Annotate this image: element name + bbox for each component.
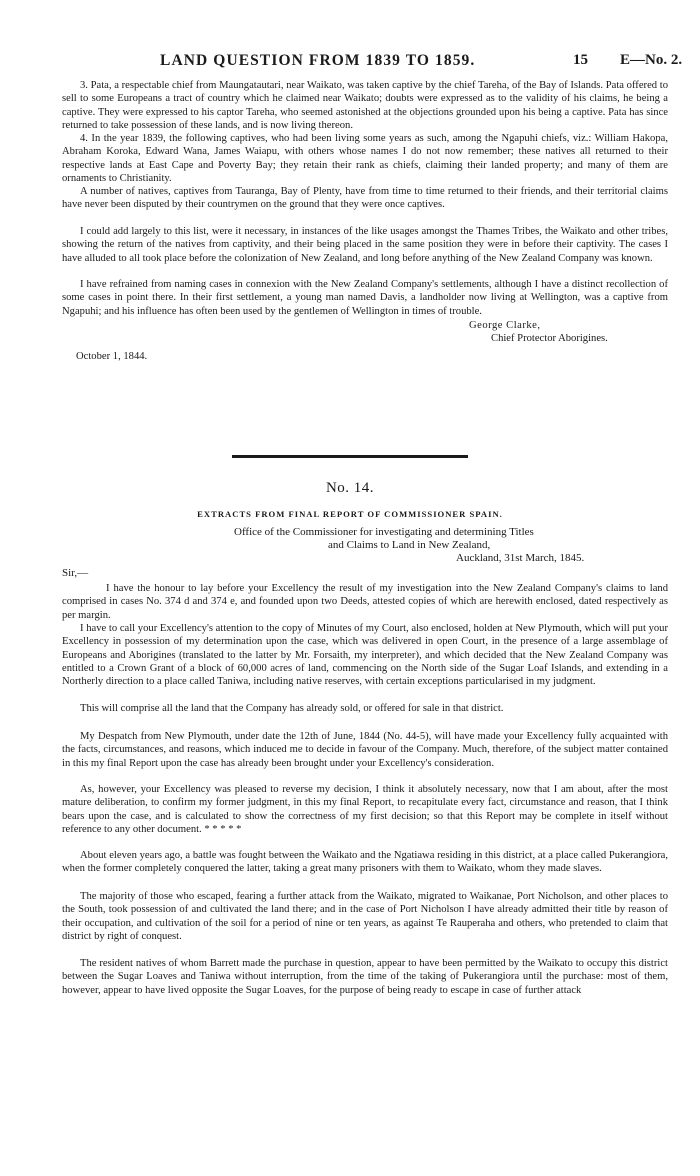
signature-name: George Clarke, <box>469 320 541 331</box>
paragraph: As, however, your Excellency was pleased to reverse my decision, I think it absolutely necessary, now that I am about, after the most mature deliberation, to confirm my former judgment, in this my final Report, to recapitulate every fact, circumstance and reason, that I think bears upon the case, and is calculated to show the correctness of my first decision; so that this Report may be complete in itself without reference to any other document. * * * * * <box>62 784 668 835</box>
running-title: LAND QUESTION FROM 1839 TO 1859. <box>160 52 476 69</box>
paragraph: I could add largely to this list, were it necessary, in instances of the like usages amongst the Thames Tribes, the Waikato and other tribes, showing the return of the natives from captivity, and their being placed in the same position they were in before their captivity. The cases I have alluded to all took place before the colonization of New Zealand, and long before anything of the New Zealand Company was known. <box>62 226 668 264</box>
salutation: Sir,— <box>62 567 89 579</box>
section-heading: EXTRACTS FROM FINAL REPORT OF COMMISSIONER SPAIN. <box>197 509 503 519</box>
paragraph: I have refrained from naming cases in connexion with the New Zealand Company's settlements, although I have a distinct recollection of some cases in point there. In their first settlement, a young man named Davis, a landholder now living at Wellington, was a captive from Ngapuhi; and his influence has often been used by the gentlemen of Wellington in times of trouble. <box>62 279 668 317</box>
paragraph: 4. In the year 1839, the following captives, who had been living some years as such, among the Ngapuhi chiefs, viz.: William Hakopa, Abraham Koroka, Edward Wana, James Waiapu, with others whose names I do not now remember; these natives all returned to their respective lands at East Cape and Poverty Bay; they retain their rank as chiefs, claiming their landed property; and many of them are ornaments to Christianity. <box>62 133 668 184</box>
paragraph: This will comprise all the land that the Company has already sold, or offered for sale in that district. <box>80 703 504 714</box>
series-number: E—No. 2. <box>620 52 683 68</box>
paragraph: I have to call your Excellency's attention to the copy of Minutes of my Court, also enclosed, holden at New Plymouth, which will put your Excellency in possession of my determination upon the case, which was delivered in open Court, in the presence of a large assemblage of Europeans and Aborigines (translated to the latter by Mr. Forsaith, my interpreter), and which decided that the New Zealand Company was entitled to a Crown Grant of a block of 60,000 acres of land, commencing on the North side of the Sugar Loaf Islands, and extending in a Northerly direction to a place called Taniwa, including native reserves, with certain exceptions particularised in my judgment. <box>62 623 668 688</box>
paragraph: 3. Pata, a respectable chief from Maungatautari, near Waikato, was taken captive by the chief Tareha, of the Bay of Islands. Pata offered to sell to some Europeans a tract of country which he claimed near Waikato; doubts were expressed as to the validity of his claims, he being a captive. They were expressed to his captor Tareha, who seemed astonished at the objections grounded upon his being a captive. Pata has since returned to take possession of these lands, and is now living thereon. <box>62 80 668 131</box>
paragraph: My Despatch from New Plymouth, under date the 12th of June, 1844 (No. 44-5), will have made your Excellency fully acquainted with the facts, circumstances, and reasons, which induced me to decide in favour of the Company. Much, therefore, of the subject matter contained in this my final Report upon the case has already been brought under your Excellency's consideration. <box>62 731 668 769</box>
letter-date: October 1, 1844. <box>76 351 148 362</box>
paragraph: About eleven years ago, a battle was fought between the Waikato and the Ngatiawa residing in this district, at a place called Pukerangiora, when the former completely conquered the latter, taking a great many prisoners with them to Waikato, whom they made slaves. <box>62 850 668 875</box>
paragraph: I have the honour to lay before your Excellency the result of my investigation into the New Zealand Company's claims to land comprised in cases No. 374 d and 374 e, and founded upon two Deeds, attested copies of which are herewith enclosed, dated respectively as per margin. <box>62 583 668 621</box>
office-line: Office of the Commissioner for investigating and determining Titles <box>234 526 534 538</box>
page-number: 15 <box>573 52 588 68</box>
paragraph: A number of natives, captives from Tauranga, Bay of Plenty, have from time to time returned to their friends, and their territorial claims have never been disputed by their countrymen on the ground that they were once captives. <box>62 186 668 211</box>
section-divider <box>232 455 468 458</box>
office-line: Auckland, 31st March, 1845. <box>456 552 585 564</box>
office-line: and Claims to Land in New Zealand, <box>328 539 491 551</box>
document-number: No. 14. <box>325 480 375 496</box>
paragraph: The majority of those who escaped, fearing a further attack from the Waikato, migrated to Waikanae, Port Nicholson, and other places to the South, took possession of and cultivated the land there; and in the case of Port Nicholson I have already admitted their title by reason of their occupation, and cultivation of the soil for a period of nine or ten years, as against Te Rauperaha and others, who pretended to claim that district by right of conquest. <box>62 891 668 942</box>
paragraph: The resident natives of whom Barrett made the purchase in question, appear to have been permitted by the Waikato to occupy this district between the Sugar Loaves and Taniwa without interruption, from the time of the taking of Pukerangiora until the purchase: most of them, however, appear to have lived opposite the Sugar Loaves, for the purpose of being ready to escape in case of further attack <box>62 958 668 996</box>
signature-title: Chief Protector Aborigines. <box>491 333 608 344</box>
page-header <box>0 52 700 74</box>
